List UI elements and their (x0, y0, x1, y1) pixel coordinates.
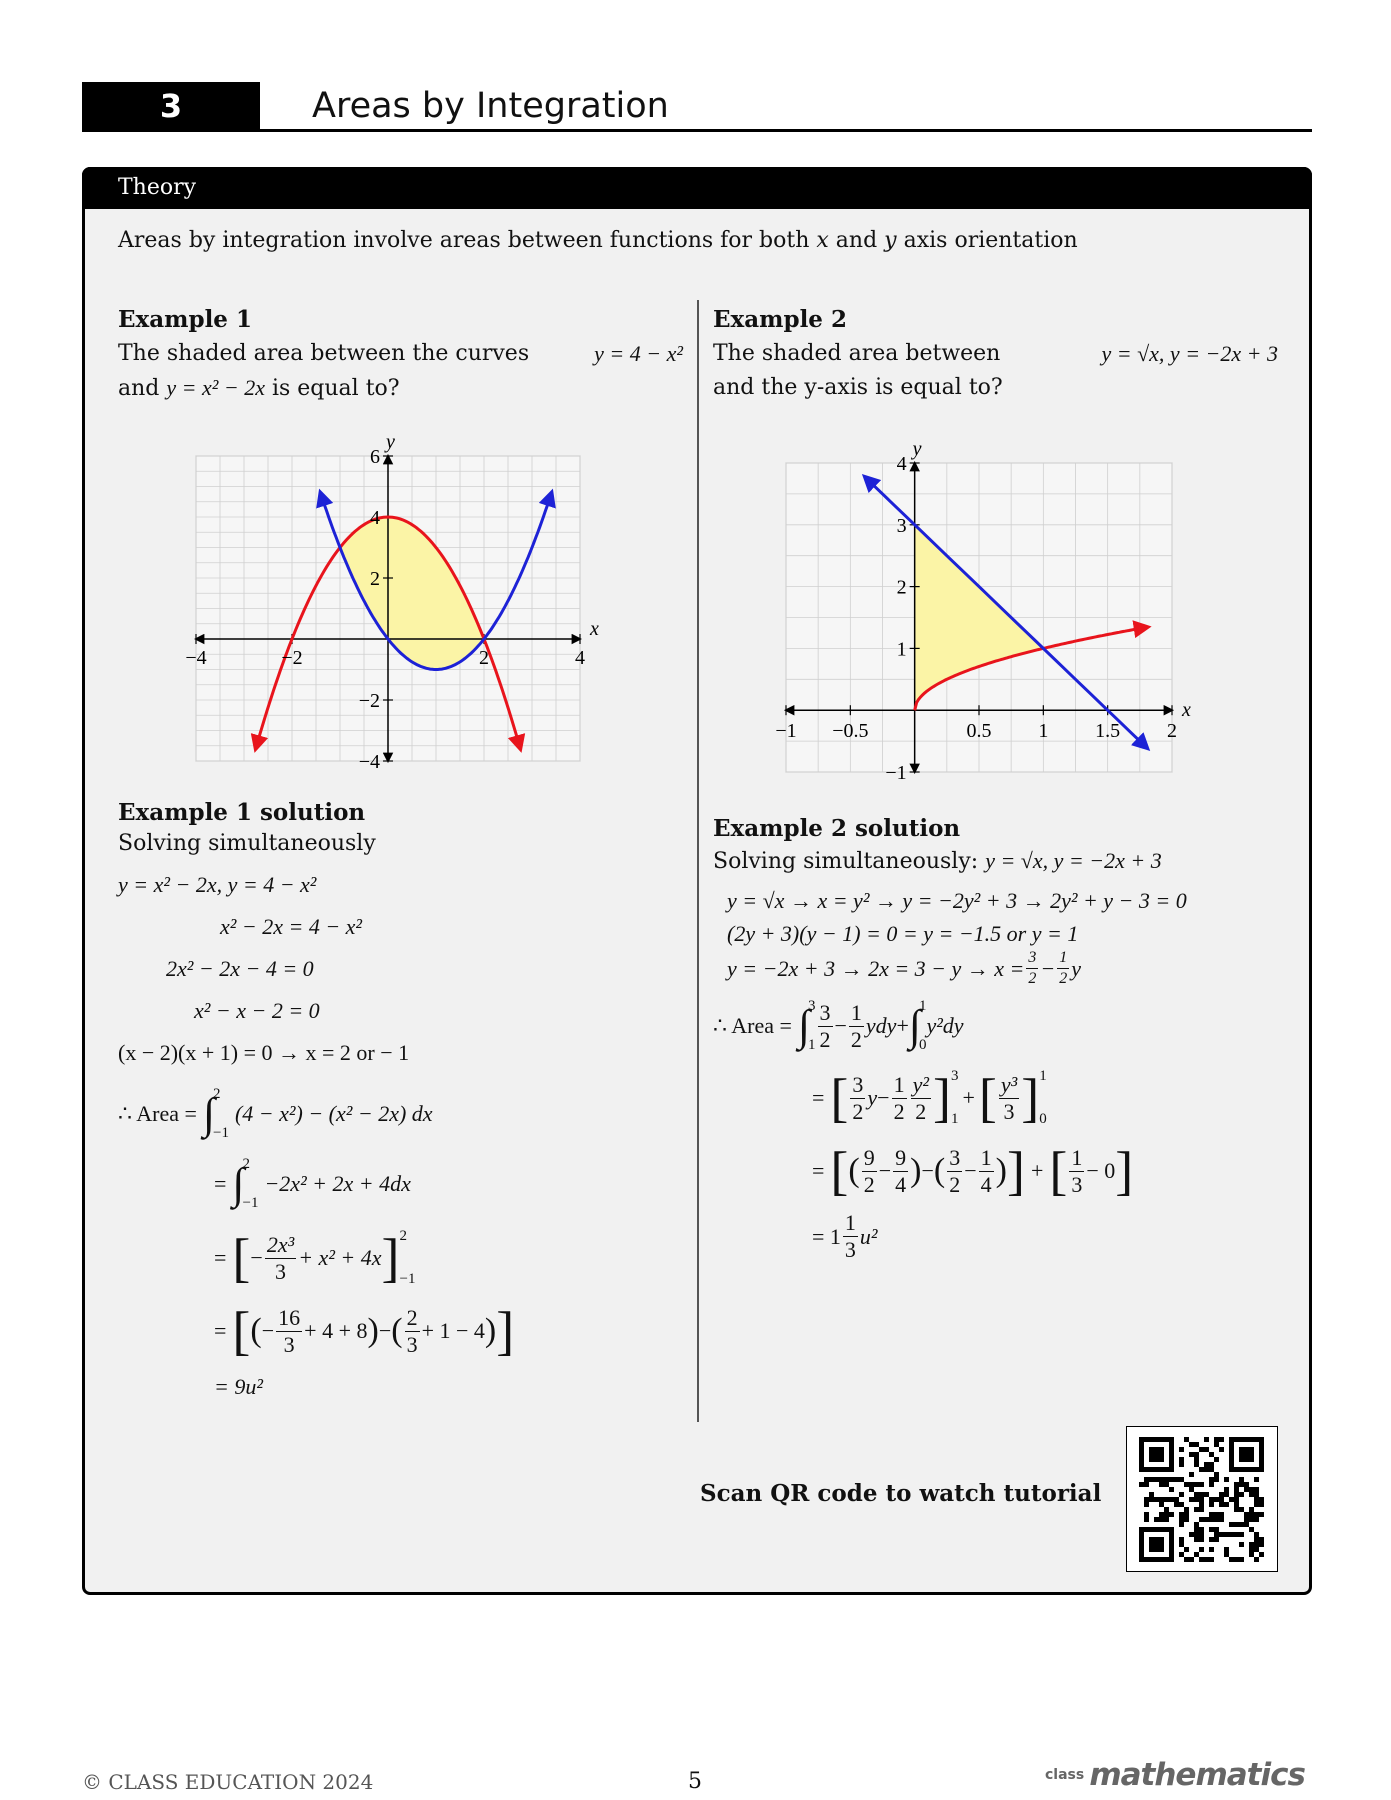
qr-module (1184, 1512, 1189, 1517)
qr-module (1239, 1507, 1244, 1512)
x-tick-label: −1 (775, 720, 797, 743)
qr-module (1194, 1527, 1199, 1532)
qr-module (1194, 1492, 1199, 1497)
qr-module (1144, 1482, 1149, 1487)
example2-solution-intro-eq: y = √x, y = −2x + 3 (985, 848, 1162, 873)
qr-module (1179, 1447, 1184, 1452)
antideriv-rest: + x² + 4x (298, 1245, 382, 1270)
example1-step-2: x² − 2x = 4 − x² (220, 914, 363, 939)
qr-module (1234, 1507, 1239, 1512)
qr-module (1164, 1482, 1169, 1487)
qr-module (1224, 1502, 1229, 1507)
qr-module (1184, 1547, 1189, 1552)
example1-step-4: x² − x − 2 = 0 (194, 998, 320, 1023)
qr-module (1219, 1447, 1224, 1452)
qr-module (1209, 1547, 1214, 1552)
qr-module (1249, 1512, 1254, 1517)
qr-module (1244, 1517, 1249, 1522)
qr-module (1179, 1477, 1184, 1482)
qr-module (1254, 1502, 1259, 1507)
example1-final: = 9u² (214, 1374, 263, 1399)
x-tick-label: 2 (1167, 720, 1177, 743)
qr-module (1254, 1537, 1259, 1542)
qr-module (1144, 1517, 1149, 1522)
example1-step-5: (x − 2)(x + 1) = 0 → x = 2 or − 1 (118, 1040, 410, 1065)
brand-name: mathematics (1089, 1757, 1305, 1793)
example2-step-3: y = −2x + 3 → 2x = 3 − y → x = (727, 955, 1025, 981)
qr-module (1174, 1502, 1179, 1507)
qr-module (1179, 1522, 1184, 1527)
qr-module (1239, 1532, 1244, 1537)
example1-question-eq1: y = 4 − x² (594, 341, 683, 366)
qr-module (1179, 1552, 1184, 1557)
example1-area-line2 (214, 1156, 411, 1212)
example2-question-line1: The shaded area between (713, 341, 1001, 366)
example2-step-3-line: y = −2x + 3 → 2x = 3 − y → x = $\frac{3}{2}$ − $\frac{1}{2}$ y (727, 949, 1082, 987)
x-tick-label: −0.5 (832, 720, 869, 743)
example1-step-3: 2x² − 2x − 4 = 0 (166, 956, 314, 981)
example1-question-suffix: is equal to? (264, 376, 400, 401)
qr-module (1214, 1532, 1219, 1537)
qr-module (1234, 1532, 1239, 1537)
qr-module (1254, 1497, 1259, 1502)
qr-module (1179, 1537, 1184, 1542)
y-tick-label: −1 (885, 762, 907, 784)
qr-module (1234, 1557, 1239, 1562)
qr-module (1164, 1517, 1169, 1522)
qr-module (1199, 1492, 1204, 1497)
qr-module (1179, 1502, 1184, 1507)
qr-module (1254, 1487, 1259, 1492)
qr-module (1239, 1477, 1244, 1482)
title-rule (82, 129, 1312, 132)
qr-module (1254, 1512, 1259, 1517)
intro-y: y (884, 228, 897, 253)
qr-module (1169, 1487, 1174, 1492)
x-tick-label: 1.5 (1095, 720, 1121, 743)
qr-module (1159, 1477, 1164, 1482)
qr-module (1189, 1452, 1194, 1457)
qr-module (1194, 1537, 1199, 1542)
qr-module (1259, 1502, 1264, 1507)
column-divider (697, 300, 699, 1422)
qr-module (1249, 1547, 1254, 1552)
qr-module (1184, 1557, 1189, 1562)
qr-module (1229, 1497, 1234, 1502)
qr-module (1209, 1467, 1214, 1472)
qr-module (1194, 1552, 1199, 1557)
lower-limit: −1 (213, 1125, 229, 1141)
qr-module (1169, 1497, 1174, 1502)
qr-module (1214, 1442, 1219, 1447)
qr-module (1254, 1492, 1259, 1497)
qr-module (1184, 1437, 1189, 1442)
theory-intro (118, 226, 1078, 256)
qr-caption: Scan QR code to watch tutorial (700, 1480, 1102, 1507)
example2-solution-intro-text: Solving simultaneously: (713, 849, 979, 874)
qr-module (1189, 1442, 1194, 1447)
qr-module (1164, 1477, 1169, 1482)
qr-module (1259, 1512, 1264, 1517)
qr-module (1159, 1517, 1164, 1522)
example2-antiderivative: = [ $\frac{3}{2}$ y − $\frac{1}{2}$ $\frac{\text{y²}}{2}$ ] 3 1 + [ $\frac{\text{y³}}{3}$ ] 1 0 (812, 1068, 1047, 1128)
qr-module (1209, 1527, 1214, 1532)
example1-evaluation: = [ ( − $\frac{16}{3}$ + 4 + 8 ) − ( $\frac{2}{3}$ + 1 − 4 ) ] (214, 1301, 515, 1361)
qr-module (1229, 1532, 1234, 1537)
qr-module (1169, 1512, 1174, 1517)
qr-module (1214, 1512, 1219, 1517)
qr-module (1179, 1457, 1184, 1462)
example2-question-eq1: y = √x, y = −2x + 3 (1101, 341, 1278, 366)
qr-module (1199, 1537, 1204, 1542)
y-tick-label: 4 (896, 453, 907, 475)
example1-question-line1: The shaded area between the curves (118, 341, 530, 366)
qr-module (1184, 1517, 1189, 1522)
qr-module (1224, 1487, 1229, 1492)
qr-code-icon (1127, 1427, 1277, 1571)
y-axis-label: y (912, 438, 922, 460)
qr-module (1254, 1547, 1259, 1552)
qr-module (1249, 1527, 1254, 1532)
y-tick-label: 2 (896, 576, 907, 599)
qr-module (1209, 1477, 1214, 1482)
example2-final-suffix: u² (859, 1223, 878, 1249)
qr-module (1224, 1477, 1229, 1482)
qr-module (1239, 1492, 1244, 1497)
qr-module (1229, 1522, 1234, 1527)
qr-module (1214, 1497, 1219, 1502)
qr-module (1234, 1492, 1239, 1497)
qr-module (1149, 1477, 1154, 1482)
qr-module (1214, 1477, 1219, 1482)
qr-module (1254, 1542, 1259, 1547)
qr-module (1214, 1457, 1219, 1462)
qr-module (1254, 1532, 1259, 1537)
qr-module (1249, 1507, 1254, 1512)
example1-question-prefix: and (118, 376, 167, 401)
qr-module (1249, 1552, 1254, 1557)
qr-module (1199, 1467, 1204, 1472)
qr-module (1189, 1497, 1194, 1502)
qr-module (1194, 1457, 1199, 1462)
example2-step-2: (2y + 3)(y − 1) = 0 = y = −1.5 or y = 1 (727, 921, 1079, 946)
qr-module (1229, 1557, 1234, 1562)
example1-integrand2: −2x² + 2x + 4dx (264, 1171, 411, 1196)
example1-solution-heading: Example 1 solution (118, 799, 366, 826)
y-tick-label: 3 (896, 514, 907, 537)
y-tick-label: 4 (370, 507, 380, 529)
qr-module (1224, 1547, 1229, 1552)
qr-module (1234, 1497, 1239, 1502)
qr-module (1234, 1522, 1239, 1527)
qr-module (1219, 1532, 1224, 1537)
example2-solution-intro (713, 845, 1162, 878)
qr-module (1179, 1492, 1184, 1497)
qr-module (1204, 1492, 1209, 1497)
example2-final: = 1 $\frac{1}{3}$ u² (812, 1210, 878, 1262)
qr-module (1199, 1502, 1204, 1507)
example1-graph (180, 432, 620, 782)
qr-module (1149, 1492, 1154, 1497)
qr-module (1244, 1482, 1249, 1487)
qr-module (1189, 1532, 1194, 1537)
qr-module (1244, 1512, 1249, 1517)
example2-evaluation: = [ ( $\frac{9}{2}$ − $\frac{9}{4}$ ) − ( $\frac{3}{2}$ − $\frac{1}{4}$ ) ] + [ $\frac{1}{3}$ − 0 ] (812, 1141, 1134, 1201)
qr-module (1204, 1517, 1209, 1522)
qr-module (1194, 1462, 1199, 1467)
intro-suffix: axis orientation (896, 228, 1078, 253)
qr-module (1144, 1477, 1149, 1482)
qr-module (1254, 1477, 1259, 1482)
qr-module (1204, 1437, 1209, 1442)
qr-module (1214, 1437, 1219, 1442)
qr-module (1219, 1492, 1224, 1497)
qr-module (1254, 1557, 1259, 1562)
qr-module (1164, 1497, 1169, 1502)
qr-finder-core (1239, 1447, 1254, 1462)
y-tick-label: 1 (896, 638, 907, 661)
qr-module (1144, 1502, 1149, 1507)
qr-module (1184, 1507, 1189, 1512)
example1-integrand1: (4 − x²) − (x² − 2x) dx (234, 1101, 433, 1126)
y-tick-label: −4 (358, 751, 380, 773)
example1-heading: Example 1 (118, 306, 252, 333)
example2-area-line: ∴ Area = ∫ 3 1 $\frac{3}{2}$ − $\frac{1}{2}$ ydy + ∫ 1 0 y²dy (713, 998, 964, 1053)
qr-module (1199, 1532, 1204, 1537)
x-tick-label: −4 (185, 647, 207, 669)
example1-step-1: y = x² − 2x, y = 4 − x² (118, 872, 317, 897)
qr-module (1199, 1527, 1204, 1532)
qr-module (1259, 1497, 1264, 1502)
theory-label: Theory (118, 175, 197, 200)
brand-logo (1045, 1757, 1305, 1793)
footer-copyright: © CLASS EDUCATION 2024 (82, 1770, 374, 1794)
intro-prefix: Areas by integration involve areas between functions for both (118, 228, 817, 253)
upper-limit: 2 (213, 1086, 221, 1102)
y-tick-label: −2 (358, 690, 380, 712)
x-tick-label: 0.5 (966, 720, 992, 743)
example2-graph (770, 436, 1210, 786)
qr-module (1159, 1482, 1164, 1487)
qr-module (1159, 1502, 1164, 1507)
qr-module (1239, 1482, 1244, 1487)
example1-question (118, 337, 683, 406)
qr-module (1164, 1507, 1169, 1512)
qr-module (1249, 1487, 1254, 1492)
qr-module (1194, 1442, 1199, 1447)
integral-sign: ∫ 2 −1 (232, 1156, 259, 1211)
example1-antiderivative: = [ − $\frac{\text{2x³}}{3}$ + x² + 4x ] 2 −1 (214, 1228, 416, 1288)
qr-module (1249, 1517, 1254, 1522)
qr-module (1159, 1497, 1164, 1502)
y-tick-label: 6 (370, 446, 380, 468)
qr-module (1259, 1552, 1264, 1557)
section-number: 3 (159, 87, 183, 125)
qr-module (1214, 1527, 1219, 1532)
qr-module (1144, 1512, 1149, 1517)
qr-module (1154, 1497, 1159, 1502)
qr-module (1219, 1502, 1224, 1507)
example2-area-label: ∴ Area = (713, 1013, 792, 1038)
qr-module (1149, 1497, 1154, 1502)
qr-module (1179, 1462, 1184, 1467)
qr-module (1189, 1487, 1194, 1492)
qr-module (1199, 1507, 1204, 1512)
qr-module (1194, 1532, 1199, 1537)
qr-module (1219, 1517, 1224, 1522)
qr-module (1254, 1517, 1259, 1522)
qr-module (1204, 1467, 1209, 1472)
intro-and: and (828, 228, 885, 253)
example2-heading: Example 2 (713, 306, 847, 333)
example1-question-eq2: y = x² − 2x (166, 375, 265, 400)
qr-module (1189, 1482, 1194, 1487)
qr-module (1249, 1542, 1254, 1547)
qr-module (1234, 1482, 1239, 1487)
lower-limit: −1 (242, 1195, 259, 1211)
qr-module (1204, 1447, 1209, 1452)
qr-finder-core (1149, 1447, 1164, 1462)
equals-sign: = (214, 1171, 227, 1196)
qr-module (1194, 1507, 1199, 1512)
theory-bar (82, 167, 1312, 209)
x-tick-label: 4 (575, 647, 585, 669)
qr-module (1224, 1532, 1229, 1537)
qr-module (1244, 1522, 1249, 1527)
x-axis-label: x (1182, 699, 1191, 722)
qr-module (1159, 1512, 1164, 1517)
qr-module (1209, 1452, 1214, 1457)
intro-x: x (816, 228, 829, 253)
qr-module (1239, 1542, 1244, 1547)
qr-module (1179, 1542, 1184, 1547)
qr-module (1214, 1517, 1219, 1522)
example2-solution-heading: Example 2 solution (713, 815, 961, 842)
qr-module (1209, 1482, 1214, 1487)
qr-module (1194, 1497, 1199, 1502)
qr-module (1189, 1557, 1194, 1562)
example1-area-line (118, 1086, 433, 1142)
example2-final-prefix: = 1 (812, 1223, 841, 1249)
qr-module (1239, 1522, 1244, 1527)
qr-module (1214, 1472, 1219, 1477)
qr-module (1259, 1537, 1264, 1542)
qr-module (1224, 1492, 1229, 1497)
qr-module (1179, 1517, 1184, 1522)
qr-module (1259, 1542, 1264, 1547)
qr-module (1139, 1482, 1144, 1487)
qr-module (1184, 1482, 1189, 1487)
page-title: Areas by Integration (312, 86, 669, 126)
qr-module (1204, 1557, 1209, 1562)
qr-module (1239, 1557, 1244, 1562)
qr-frame[interactable] (1126, 1426, 1278, 1572)
qr-module (1199, 1557, 1204, 1562)
y-axis-label: y (386, 432, 395, 453)
page-number: 5 (688, 1769, 702, 1794)
integral-sign: ∫ 2 −1 (202, 1086, 229, 1141)
qr-finder-core (1149, 1537, 1164, 1552)
example1-solution-intro: Solving simultaneously (118, 831, 376, 856)
qr-module (1209, 1557, 1214, 1562)
qr-module (1199, 1517, 1204, 1522)
upper-limit: 2 (399, 1228, 408, 1244)
qr-module (1209, 1537, 1214, 1542)
brand-small: class (1045, 1767, 1085, 1783)
x-tick-label: 2 (479, 647, 489, 669)
qr-module (1219, 1437, 1224, 1442)
qr-module (1164, 1512, 1169, 1517)
x-axis-label: x (590, 618, 599, 640)
qr-module (1194, 1452, 1199, 1457)
qr-module (1214, 1537, 1219, 1542)
x-tick-label: −2 (281, 647, 303, 669)
qr-module (1199, 1447, 1204, 1452)
qr-module (1189, 1472, 1194, 1477)
example2-question-line2: and the y-axis is equal to? (713, 375, 1003, 400)
example2-step-1: y = √x → x = y² → y = −2y² + 3 → 2y² + y − 3 = 0 (727, 888, 1187, 913)
qr-module (1224, 1552, 1229, 1557)
qr-module (1199, 1547, 1204, 1552)
qr-module (1209, 1517, 1214, 1522)
upper-limit: 2 (242, 1156, 250, 1172)
qr-module (1199, 1482, 1204, 1487)
qr-module (1179, 1512, 1184, 1517)
y-tick-label: 2 (370, 568, 380, 590)
qr-module (1249, 1492, 1254, 1497)
qr-module (1144, 1497, 1149, 1502)
qr-module (1209, 1502, 1214, 1507)
qr-module (1154, 1477, 1159, 1482)
qr-module (1209, 1512, 1214, 1517)
qr-module (1194, 1522, 1199, 1527)
qr-module (1219, 1512, 1224, 1517)
qr-module (1234, 1502, 1239, 1507)
qr-module (1194, 1482, 1199, 1487)
qr-module (1154, 1517, 1159, 1522)
qr-module (1209, 1497, 1214, 1502)
lower-limit: −1 (399, 1271, 416, 1287)
qr-module (1234, 1487, 1239, 1492)
qr-module (1199, 1497, 1204, 1502)
qr-module (1219, 1497, 1224, 1502)
qr-module (1174, 1497, 1179, 1502)
qr-module (1174, 1477, 1179, 1482)
x-tick-label: 1 (1038, 720, 1049, 743)
qr-module (1209, 1462, 1214, 1467)
qr-module (1169, 1477, 1174, 1482)
qr-module (1204, 1462, 1209, 1467)
example1-area-label: ∴ Area = (118, 1101, 197, 1126)
qr-module (1244, 1487, 1249, 1492)
example2-question (713, 337, 1278, 405)
